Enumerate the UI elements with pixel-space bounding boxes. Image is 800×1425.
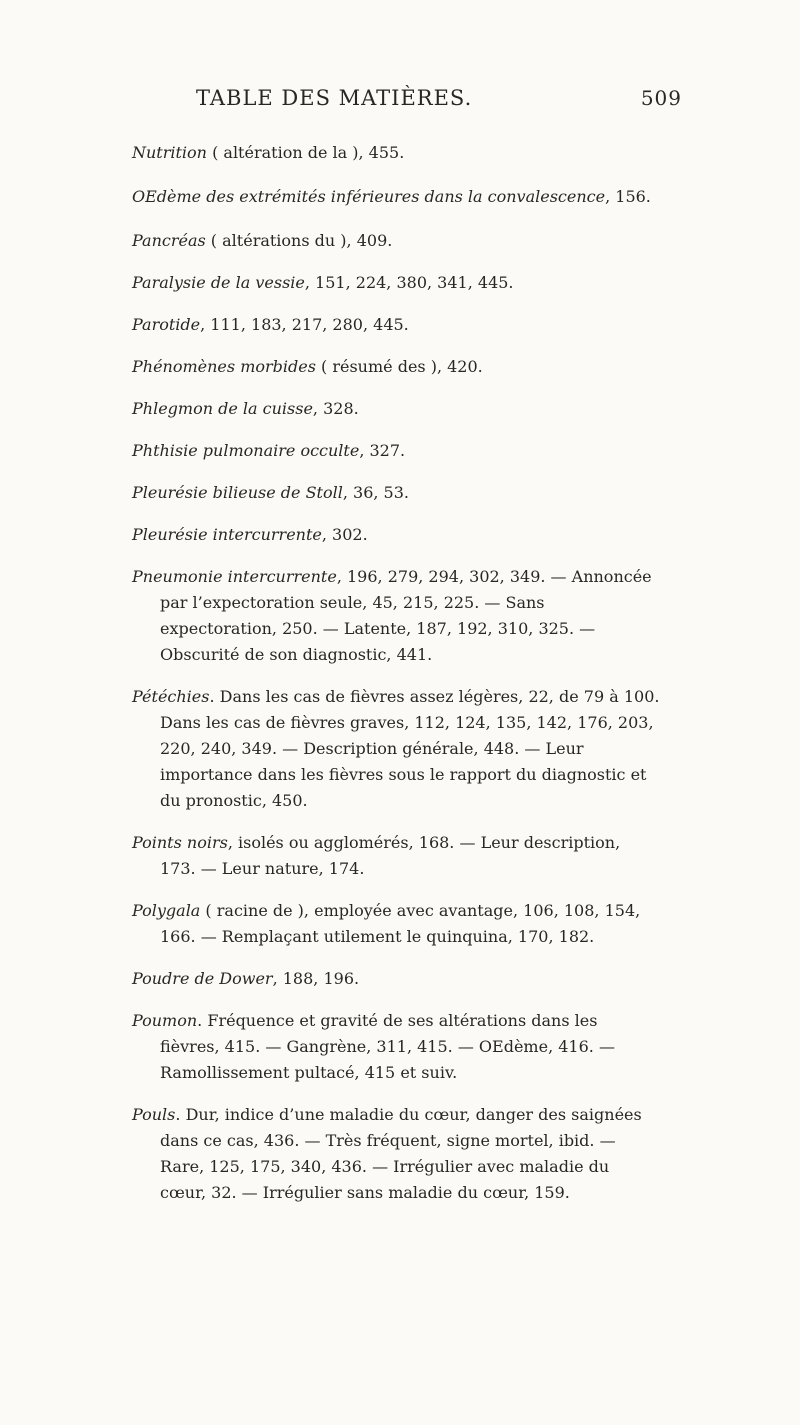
index-entry: [132, 1102, 660, 1206]
entry-references: ( résumé des ), 420.: [315, 357, 483, 376]
entry-references: , 156.: [605, 187, 651, 206]
index-entry: [132, 354, 660, 380]
running-head: [196, 86, 682, 120]
entry-references: , 111, 183, 217, 280, 445.: [200, 315, 409, 334]
page-number: 509: [640, 86, 682, 110]
entry-references: , 36, 53.: [342, 483, 409, 502]
entry-term: Pleurésie bilieuse de Stoll: [132, 483, 343, 502]
index-entry: [132, 228, 660, 254]
index-entry: [132, 270, 660, 296]
entry-term: Points noirs: [132, 833, 228, 852]
entry-term: Parotide: [132, 315, 201, 334]
index-entry: [132, 184, 660, 210]
index-entry: [132, 522, 660, 548]
index-entry: [132, 1008, 660, 1086]
index-entry: [132, 480, 660, 506]
entry-term: Pouls: [132, 1105, 176, 1124]
entry-term: Phénomènes morbides: [132, 357, 316, 376]
entry-references: . Dur, indice d’une maladie du cœur, danger des saignées dans ce cas, 436. — Très fréquent, signe mortel, ibid. — Rare, 125, 175, 340, 436. — Irrégulier avec maladie du cœur, 32. — Irrégulier sans maladie du cœur, 159.: [160, 1105, 642, 1202]
index-entry: [132, 966, 660, 992]
entry-term: Pneumonie intercurrente: [132, 567, 337, 586]
index-entry: [132, 140, 660, 166]
entry-term: Phthisie pulmonaire occulte: [132, 441, 360, 460]
entry-references: , 302.: [321, 525, 368, 544]
entry-references: , 327.: [359, 441, 406, 460]
entry-term: OEdème des extrémités inférieures dans la convalescence: [132, 187, 606, 206]
entry-term: Poudre de Dower: [132, 969, 273, 988]
entry-term: Nutrition: [132, 143, 207, 162]
entry-references: , 188, 196.: [272, 969, 360, 988]
entry-references: , 151, 224, 380, 341, 445.: [304, 273, 514, 292]
entry-references: , 328.: [312, 399, 359, 418]
index-list: [132, 124, 660, 1211]
entry-term: Paralysie de la vessie: [132, 273, 305, 292]
entry-term: Poumon: [132, 1011, 198, 1030]
index-entry: [132, 564, 660, 668]
entry-references: ( racine de ), employée avec avantage, 106, 108, 154, 166. — Remplaçant utilement le quinquina, 170, 182.: [160, 901, 641, 946]
entry-references: ( altération de la ), 455.: [206, 143, 405, 162]
index-entry: [132, 396, 660, 422]
entry-term: Polygala: [132, 901, 201, 920]
entry-term: Pancréas: [132, 231, 206, 250]
index-entry: [132, 830, 660, 882]
entry-references: ( altérations du ), 409.: [205, 231, 393, 250]
index-entry: [132, 684, 660, 814]
entry-references: . Dans les cas de fièvres assez légères, 22, de 79 à 100. Dans les cas de fièvres graves, 112, 124, 135, 142, 176, 203, 220, 240, 349. — Description générale, 448. — Leur importance dans les fièvres sous le rapport du diagnostic et du pronostic, 450.: [160, 687, 660, 810]
index-entry: [132, 312, 660, 338]
index-entry: [132, 438, 660, 464]
running-title: TABLE DES MATIÈRES.: [196, 86, 473, 110]
index-entry: [132, 898, 660, 950]
entry-references: , 196, 279, 294, 302, 349. — Annoncée par l’expectoration seule, 45, 215, 225. — Sans expectoration, 250. — Latente, 187, 192, 310, 325. — Obscurité de son diagnostic, 441.: [160, 567, 652, 664]
entry-term: Pétéchies: [132, 687, 210, 706]
entry-term: Phlegmon de la cuisse: [132, 399, 313, 418]
entry-references: . Fréquence et gravité de ses altérations dans les fièvres, 415. — Gangrène, 311, 415. — OEdème, 416. — Ramollissement pultacé, 415 et suiv.: [160, 1011, 615, 1082]
entry-term: Pleurésie intercurrente: [132, 525, 322, 544]
entry-references: , isolés ou agglomérés, 168. — Leur description, 173. — Leur nature, 174.: [160, 833, 621, 878]
